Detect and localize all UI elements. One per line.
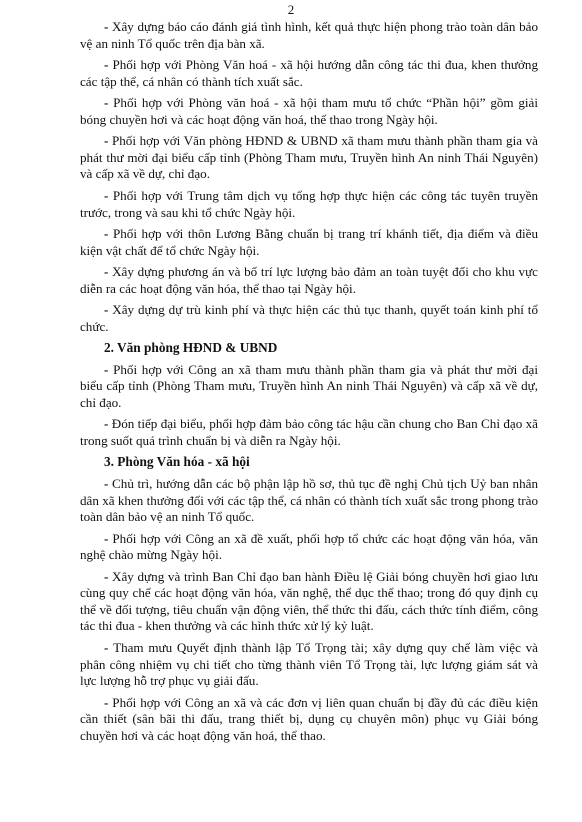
- bullet-dash: -: [104, 694, 113, 710]
- task-paragraph: [80, 302, 538, 335]
- bullet-dash: -: [104, 416, 112, 432]
- task-paragraph: [80, 188, 538, 221]
- bullet-dash: -: [104, 302, 113, 318]
- task-paragraph: [80, 264, 538, 297]
- task-text: Phối hợp với Phòng Văn hoá - xã hội hướng dẫn công tác thi đua, khen thưởng các tập thể, cá nhân có thành tích xuất sắc.: [80, 57, 539, 89]
- task-paragraph: [80, 531, 538, 564]
- bullet-dash: -: [104, 568, 113, 584]
- bullet-dash: -: [104, 639, 114, 655]
- bullet-dash: -: [104, 95, 114, 111]
- section2-task-list: [80, 362, 538, 450]
- section3-task-list: [80, 476, 538, 744]
- task-text: Xây dựng và trình Ban Chỉ đạo ban hành Điều lệ Giải bóng chuyền hơi giao lưu cùng quy chế các hoạt động văn hóa, văn nghệ, thể dục thể thao; trong đó quy định cụ thể về đối tượng, tiêu chuẩn vận động viên, thể thức thi đấu, cách thức tính điểm, công tác thi đua - khen thưởng và các hình thức xử lý kỷ luật.: [80, 568, 538, 634]
- bullet-dash: -: [104, 19, 112, 34]
- task-text: Đón tiếp đại biểu, phối hợp đảm bảo công tác hậu cần chung cho Ban Chỉ đạo xã trong suốt quá trình chuẩn bị và diễn ra Ngày hội.: [80, 416, 538, 448]
- task-text: Xây dựng dự trù kinh phí và thực hiện các thủ tục thanh, quyết toán kinh phí tổ chức.: [80, 302, 538, 334]
- task-paragraph: [80, 362, 538, 412]
- task-paragraph: [80, 476, 538, 526]
- task-text: Phối hợp với thôn Lương Bằng chuẩn bị trang trí khánh tiết, địa điểm và điều kiện vật chất để tổ chức Ngày hội.: [80, 225, 538, 258]
- bullet-dash: -: [104, 475, 113, 491]
- task-text: Phối hợp với Công an xã đề xuất, phối hợp tổ chức các hoạt động văn hóa, văn nghệ chào mừng Ngày hội.: [80, 530, 538, 563]
- task-paragraph: [80, 133, 538, 183]
- bullet-dash: -: [104, 133, 112, 149]
- bullet-dash: -: [104, 361, 114, 377]
- task-paragraph: [80, 695, 538, 745]
- task-text: Phối hợp với Công an xã và các đơn vị liên quan chuẩn bị đầy đủ các điều kiện cần thiết (sân bãi thi đấu, trang thiết bị, dụng cụ chuyên môn) phục vụ Giải bóng chuyền hơi và các hoạt động văn hoá, thể thao.: [80, 694, 538, 743]
- task-text: Tham mưu Quyết định thành lập Tổ Trọng tài; xây dựng quy chế làm việc và phân công nhiệm vụ chi tiết cho từng thành viên Tổ Trọng tài, lực lượng giám sát và lực lượng hỗ trợ phục vụ giải đấu.: [80, 639, 538, 689]
- task-text: Xây dựng phương án và bố trí lực lượng bảo đảm an toàn tuyệt đối cho khu vực diễn ra các hoạt động văn hóa, thể thao tại Ngày hội.: [80, 264, 538, 296]
- bullet-dash: -: [104, 225, 113, 241]
- task-paragraph: [80, 95, 538, 128]
- bullet-dash: -: [104, 57, 113, 73]
- task-text: Chủ trì, hướng dẫn các bộ phận lập hồ sơ, thủ tục đề nghị Chủ tịch Uỷ ban nhân dân xã khen thưởng đối với các tập thể, cá nhân có thành tích xuất sắc trong phong trào toàn dân bảo vệ an ninh Tổ quốc.: [80, 475, 539, 525]
- task-text: Phối hợp với Phòng văn hoá - xã hội tham mưu tổ chức “Phần hội” gồm giải bóng chuyền hơi và các hoạt động văn hoá, thể thao trong Ngày hội.: [80, 95, 538, 127]
- task-text: Xây dựng báo cáo đánh giá tình hình, kết quả thực hiện phong trào toàn dân bảo vệ an ninh Tổ quốc trên địa bàn xã.: [80, 19, 539, 51]
- task-paragraph: [80, 19, 538, 52]
- section1-task-list: [80, 19, 538, 335]
- bullet-dash: -: [104, 264, 113, 280]
- task-paragraph: [80, 640, 538, 690]
- task-text: Phối hợp với Trung tâm dịch vụ tổng hợp thực hiện các công tác tuyên truyền trước, trong và sau khi tổ chức Ngày hội.: [80, 187, 539, 220]
- section3-heading: 3. Phòng Văn hóa - xã hội: [104, 454, 250, 470]
- task-text: Phối hợp với Công an xã tham mưu thành phần tham gia và phát thư mời đại biểu cấp tỉnh (Phòng Tham mưu, Truyền hình An ninh Thái Nguyên) và cấp xã về dự, chỉ đạo.: [80, 361, 539, 410]
- task-paragraph: [80, 226, 538, 259]
- section2-heading: 2. Văn phòng HĐND & UBND: [104, 340, 278, 356]
- task-text: Phối hợp với Văn phòng HĐND & UBND xã tham mưu thành phần tham gia và phát thư mời đại biểu cấp tỉnh (Phòng Tham mưu, Truyền hình An ninh Thái Nguyên) và cấp xã về dự, chỉ đạo.: [80, 133, 538, 182]
- page-number: 2: [287, 2, 295, 17]
- task-paragraph: [80, 57, 538, 90]
- bullet-dash: -: [104, 187, 113, 203]
- task-paragraph: [80, 416, 538, 449]
- task-paragraph: [80, 569, 538, 635]
- document-body: [80, 19, 538, 749]
- bullet-dash: -: [104, 530, 113, 546]
